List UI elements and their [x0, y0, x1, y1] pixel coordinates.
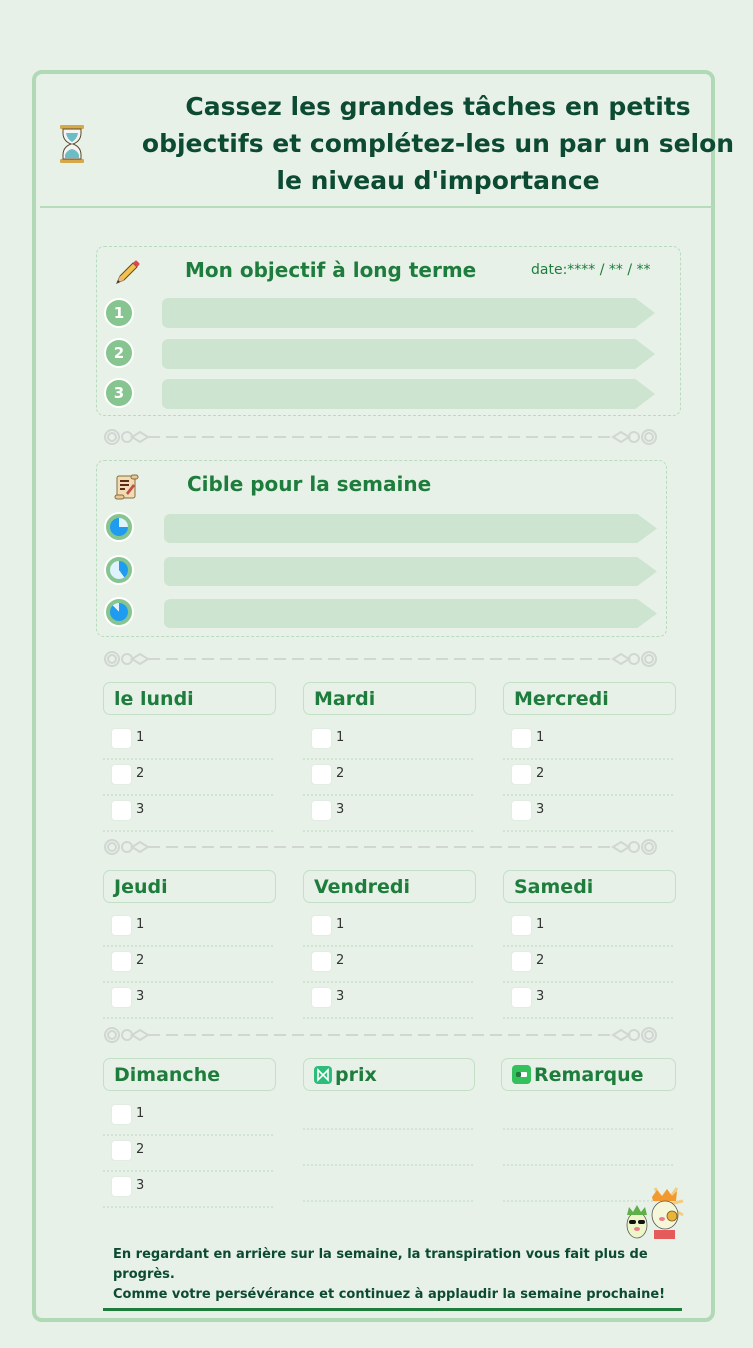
long-term-goal-input-2[interactable]: [162, 339, 655, 369]
day-name: Mercredi: [514, 687, 609, 710]
checkbox[interactable]: [111, 915, 132, 936]
page-title: Cassez les grandes tâches en petits objectifs et complétez-les un par un selon le niveau d'importance: [141, 92, 735, 195]
number-badge-1: 1: [104, 298, 134, 328]
day-header-friday: [303, 870, 476, 903]
task-row: 3: [503, 981, 673, 1019]
day-header-sunday: [103, 1058, 276, 1091]
day-name: le lundi: [114, 687, 194, 710]
task-row: 3: [303, 794, 473, 832]
task-row: 2: [103, 758, 273, 796]
day-header-saturday: [503, 870, 676, 903]
reward-header: [303, 1058, 475, 1091]
reward-label: prix: [335, 1063, 377, 1086]
checkbox[interactable]: [111, 800, 132, 821]
checkbox[interactable]: [311, 951, 332, 972]
task-row: 1: [303, 722, 473, 760]
day-name: Mardi: [314, 687, 376, 710]
task-row: 1: [503, 722, 673, 760]
checkbox[interactable]: [111, 1176, 132, 1197]
footer-message: [103, 1243, 682, 1311]
weekly-target-title: Cible pour la semaine: [187, 472, 432, 496]
weekly-target-input-3[interactable]: [164, 599, 657, 628]
task-row: 3: [103, 1170, 273, 1208]
task-row: 2: [303, 945, 473, 983]
checkbox[interactable]: [311, 915, 332, 936]
header: [40, 84, 735, 208]
hourglass-icon: [58, 124, 86, 164]
number-badge-3: 3: [104, 378, 134, 408]
ornamental-divider: [103, 650, 659, 668]
checkbox[interactable]: [111, 764, 132, 785]
long-term-goal-input-1[interactable]: [162, 298, 655, 328]
task-row: 3: [103, 794, 273, 832]
checkbox[interactable]: [111, 987, 132, 1008]
weekly-target-input-2[interactable]: [164, 557, 657, 586]
number-badge-2: 2: [104, 338, 134, 368]
checkbox[interactable]: [511, 764, 532, 785]
task-row: 3: [503, 794, 673, 832]
day-name: Vendredi: [314, 875, 411, 898]
reward-line[interactable]: [303, 1164, 473, 1202]
note-label: Remarque: [534, 1063, 644, 1086]
checkbox[interactable]: [511, 915, 532, 936]
checkbox[interactable]: [511, 728, 532, 749]
day-name: Dimanche: [114, 1063, 221, 1086]
checkbox[interactable]: [111, 951, 132, 972]
task-row: 1: [103, 722, 273, 760]
long-term-title: Mon objectif à long terme: [185, 258, 477, 282]
day-header-thursday: [103, 870, 276, 903]
task-row: 2: [103, 1134, 273, 1172]
weekly-target-input-1[interactable]: [164, 514, 657, 543]
mascot-illustration: [615, 1185, 685, 1245]
clock-quarter-icon: [104, 512, 134, 542]
footer-line-2: Comme votre persévérance et continuez à applaudir la semaine prochaine!: [113, 1287, 666, 1302]
date-field[interactable]: date:**** / ** / **: [531, 262, 651, 278]
day-name: Samedi: [514, 875, 594, 898]
scroll-icon: [113, 473, 141, 501]
checkbox[interactable]: [311, 764, 332, 785]
reward-line[interactable]: [303, 1128, 473, 1166]
day-header-tuesday: [303, 682, 476, 715]
task-row: 3: [103, 981, 273, 1019]
checkbox[interactable]: [311, 800, 332, 821]
note-line[interactable]: [503, 1092, 673, 1130]
task-row: 2: [103, 945, 273, 983]
task-row: 2: [303, 758, 473, 796]
ornamental-divider: [103, 838, 659, 856]
task-row: 1: [103, 1098, 273, 1136]
note-line[interactable]: [503, 1128, 673, 1166]
checkbox[interactable]: [511, 800, 532, 821]
pencil-icon: [113, 259, 141, 287]
task-row: 1: [503, 909, 673, 947]
task-row: 3: [303, 981, 473, 1019]
note-header: [501, 1058, 676, 1091]
reward-line[interactable]: [303, 1092, 473, 1130]
task-row: 1: [103, 909, 273, 947]
checkbox[interactable]: [111, 728, 132, 749]
ornamental-divider: [103, 1026, 659, 1044]
ornamental-divider: [103, 428, 659, 446]
checkbox[interactable]: [511, 951, 532, 972]
checkbox[interactable]: [111, 1104, 132, 1125]
task-row: 2: [503, 758, 673, 796]
day-name: Jeudi: [114, 875, 168, 898]
footer-line-1: En regardant en arrière sur la semaine, la transpiration vous fait plus de progrès.: [113, 1247, 648, 1282]
reward-icon: [314, 1066, 332, 1084]
task-row: 2: [503, 945, 673, 983]
checkbox[interactable]: [311, 728, 332, 749]
long-term-goal-input-3[interactable]: [162, 379, 655, 409]
task-row: 1: [303, 909, 473, 947]
checkbox[interactable]: [111, 1140, 132, 1161]
clock-full-icon: [104, 597, 134, 627]
day-header-wednesday: [503, 682, 676, 715]
clock-half-icon: [104, 555, 134, 585]
checkbox[interactable]: [511, 987, 532, 1008]
note-icon: [512, 1065, 531, 1084]
checkbox[interactable]: [311, 987, 332, 1008]
day-header-monday: [103, 682, 276, 715]
